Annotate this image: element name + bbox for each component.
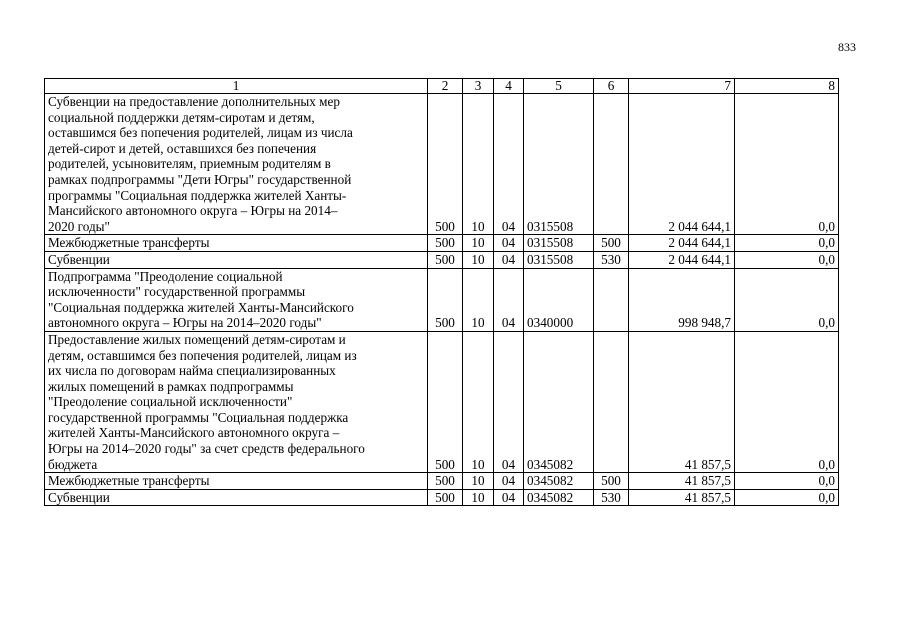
table-row bbox=[45, 235, 839, 252]
cell-amount-extra: 0,0 bbox=[735, 235, 839, 252]
cell-amount-extra: 0,0 bbox=[735, 331, 839, 472]
table-row bbox=[45, 331, 839, 472]
cell-chapter: 10 bbox=[463, 473, 494, 490]
column-header-4: 4 bbox=[494, 79, 524, 94]
cell-amount: 2 044 644,1 bbox=[629, 251, 735, 268]
cell-target-code: 0315508 bbox=[524, 94, 594, 235]
cell-target-code: 0315508 bbox=[524, 235, 594, 252]
cell-target-code: 0345082 bbox=[524, 331, 594, 472]
cell-expense-type: 500 bbox=[594, 473, 629, 490]
cell-chapter: 10 bbox=[463, 251, 494, 268]
cell-target-code: 0345082 bbox=[524, 489, 594, 506]
cell-section: 500 bbox=[428, 268, 463, 331]
cell-section: 500 bbox=[428, 489, 463, 506]
cell-expense-type: 530 bbox=[594, 489, 629, 506]
cell-section: 500 bbox=[428, 251, 463, 268]
cell-chapter: 10 bbox=[463, 489, 494, 506]
cell-subchapter: 04 bbox=[494, 251, 524, 268]
row-name: Межбюджетные трансферты bbox=[45, 473, 428, 490]
cell-chapter: 10 bbox=[463, 331, 494, 472]
cell-amount-extra: 0,0 bbox=[735, 489, 839, 506]
row-name: Субвенции на предоставление дополнительных мер социальной поддержки детям-сиротам и детям, оставшимся без попечения родителей, лицам из числа детей-сирот и детей, оставшихся без попечения родителей, усыновителям, приемным родителям в рамках подпрограммы "Дети Югры" государственной программы "Социальная поддержка жителей Ханты- Мансийского автономного округа – Югры на 2014– 2020 годы" bbox=[45, 94, 428, 235]
cell-chapter: 10 bbox=[463, 94, 494, 235]
cell-target-code: 0340000 bbox=[524, 268, 594, 331]
column-header-8: 8 bbox=[735, 79, 839, 94]
column-header-7: 7 bbox=[629, 79, 735, 94]
cell-section: 500 bbox=[428, 331, 463, 472]
cell-target-code: 0345082 bbox=[524, 473, 594, 490]
row-name: Межбюджетные трансферты bbox=[45, 235, 428, 252]
cell-expense-type: 500 bbox=[594, 235, 629, 252]
row-name: Субвенции bbox=[45, 489, 428, 506]
cell-section: 500 bbox=[428, 235, 463, 252]
cell-expense-type bbox=[594, 268, 629, 331]
column-header-6: 6 bbox=[594, 79, 629, 94]
cell-amount-extra: 0,0 bbox=[735, 473, 839, 490]
column-header-5: 5 bbox=[524, 79, 594, 94]
cell-expense-type bbox=[594, 331, 629, 472]
row-name: Подпрограмма "Преодоление социальной исключенности" государственной программы "Социальная поддержка жителей Ханты-Мансийского автономного округа – Югры на 2014–2020 годы" bbox=[45, 268, 428, 331]
cell-subchapter: 04 bbox=[494, 268, 524, 331]
cell-target-code: 0315508 bbox=[524, 251, 594, 268]
cell-subchapter: 04 bbox=[494, 331, 524, 472]
cell-expense-type bbox=[594, 94, 629, 235]
cell-chapter: 10 bbox=[463, 268, 494, 331]
cell-amount: 41 857,5 bbox=[629, 489, 735, 506]
row-name: Субвенции bbox=[45, 251, 428, 268]
table-row bbox=[45, 489, 839, 506]
cell-amount-extra: 0,0 bbox=[735, 268, 839, 331]
cell-expense-type: 530 bbox=[594, 251, 629, 268]
cell-chapter: 10 bbox=[463, 235, 494, 252]
table-row bbox=[45, 251, 839, 268]
row-name: Предоставление жилых помещений детям-сиротам и детям, оставшимся без попечения родителей, лицам из их числа по договорам найма специализированных жилых помещений в рамках подпрограммы "Преодоление социальной исключенности" государственной программы "Социальная поддержка жителей Ханты-Мансийского автономного округа – Югры на 2014–2020 годы" за счет средств федерального бюджета bbox=[45, 331, 428, 472]
column-header-1: 1 bbox=[45, 79, 428, 94]
cell-subchapter: 04 bbox=[494, 489, 524, 506]
cell-subchapter: 04 bbox=[494, 473, 524, 490]
cell-amount: 2 044 644,1 bbox=[629, 235, 735, 252]
cell-amount: 41 857,5 bbox=[629, 331, 735, 472]
cell-amount: 2 044 644,1 bbox=[629, 94, 735, 235]
table-row bbox=[45, 268, 839, 331]
table-header-row bbox=[45, 79, 839, 94]
cell-section: 500 bbox=[428, 473, 463, 490]
page-number: 833 bbox=[838, 40, 856, 54]
cell-amount-extra: 0,0 bbox=[735, 251, 839, 268]
cell-section: 500 bbox=[428, 94, 463, 235]
cell-amount-extra: 0,0 bbox=[735, 94, 839, 235]
cell-amount: 998 948,7 bbox=[629, 268, 735, 331]
column-header-2: 2 bbox=[428, 79, 463, 94]
column-header-3: 3 bbox=[463, 79, 494, 94]
table-row bbox=[45, 473, 839, 490]
cell-subchapter: 04 bbox=[494, 94, 524, 235]
table-row bbox=[45, 94, 839, 235]
cell-amount: 41 857,5 bbox=[629, 473, 735, 490]
cell-subchapter: 04 bbox=[494, 235, 524, 252]
budget-table bbox=[44, 78, 839, 506]
